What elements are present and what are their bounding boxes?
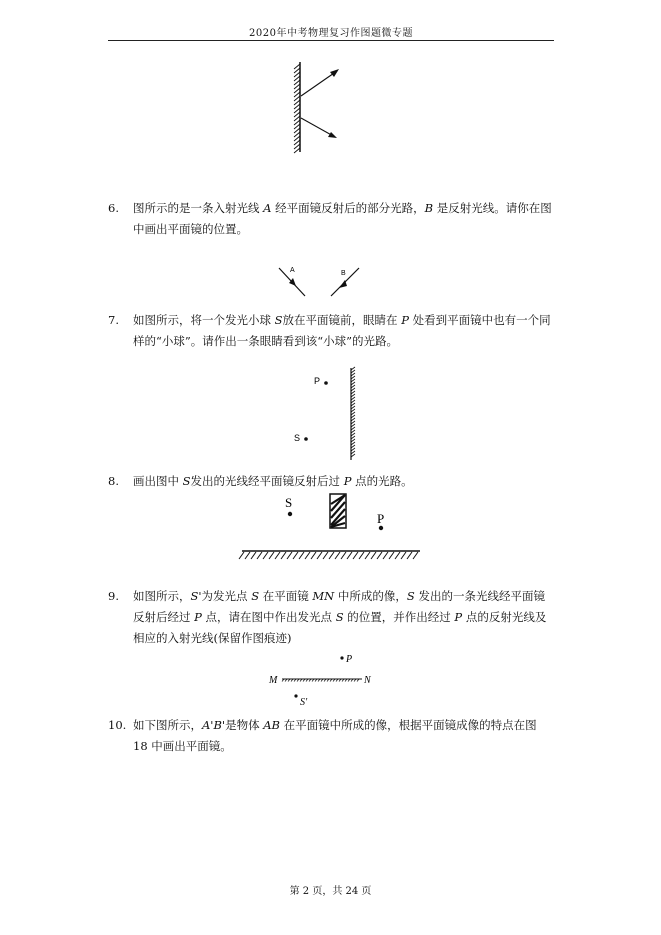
point-p — [324, 381, 328, 385]
hatch-stroke — [351, 391, 355, 394]
hatch-stroke — [351, 373, 355, 376]
mirror-hatching — [351, 367, 355, 457]
hatch-stroke — [245, 552, 250, 559]
label-s: S — [285, 495, 293, 510]
hatch-stroke — [351, 430, 355, 433]
hatch-stroke — [353, 552, 358, 559]
hatch-stroke — [351, 448, 355, 451]
label-a: A — [290, 267, 295, 274]
hatch-stroke — [351, 403, 355, 406]
question-10 — [108, 715, 554, 757]
hatch-stroke — [351, 397, 355, 400]
question-7 — [108, 310, 554, 352]
ray-upper — [301, 71, 337, 96]
hatch-stroke — [389, 552, 394, 559]
hatch-stroke — [351, 427, 355, 430]
question-9 — [108, 586, 554, 649]
label-s-prime: S′ — [300, 697, 308, 708]
hatch-stroke — [275, 552, 280, 559]
question-number: 7. — [108, 313, 119, 327]
hatch-stroke — [351, 451, 355, 454]
figure-q9 — [265, 650, 385, 708]
hatch-stroke — [317, 552, 322, 559]
hatch-stroke — [371, 552, 376, 559]
figure-q7 — [290, 366, 360, 464]
figure-q8 — [240, 490, 422, 565]
hatch-stroke — [377, 552, 382, 559]
ray-lower-arrowhead — [328, 132, 337, 138]
hatch-stroke — [341, 552, 346, 559]
header-rule — [108, 40, 554, 41]
label-p: P — [377, 511, 385, 526]
hatch-stroke — [413, 552, 418, 559]
hatch-stroke — [281, 552, 286, 559]
mirror-hatching — [239, 552, 418, 559]
hatch-stroke — [269, 552, 274, 559]
hatch-stroke — [329, 552, 334, 559]
hatch-stroke — [351, 370, 355, 373]
point-p — [379, 526, 383, 530]
hatch-stroke — [351, 385, 355, 388]
hatch-stroke — [351, 424, 355, 427]
label-s: S — [294, 433, 301, 443]
hatch-stroke — [359, 552, 364, 559]
hatch-stroke — [351, 439, 355, 442]
point-s-prime — [294, 694, 297, 697]
hatch-stroke — [257, 552, 262, 559]
hatch-stroke — [351, 415, 355, 418]
hatch-stroke — [263, 552, 268, 559]
question-text: 图所示的是一条入射光线 A 经平面镜反射后的部分光路，B 是反射光线。请你在图中画出平面镜的位置。 — [133, 201, 552, 236]
hatch-stroke — [351, 376, 355, 379]
hatch-stroke — [251, 552, 256, 559]
hatch-stroke — [401, 552, 406, 559]
hatch-stroke — [383, 552, 388, 559]
hatch-stroke — [351, 418, 355, 421]
hatch-stroke — [347, 552, 352, 559]
hatch-stroke — [351, 400, 355, 403]
hatch-stroke — [305, 552, 310, 559]
hatch-stroke — [351, 454, 355, 457]
hatch-stroke — [351, 409, 355, 412]
hatch-stroke — [395, 552, 400, 559]
question-8 — [108, 471, 554, 492]
hatch-stroke — [351, 436, 355, 439]
hatch-stroke — [351, 406, 355, 409]
label-b: B — [341, 270, 346, 277]
question-number: 9. — [108, 589, 119, 603]
hatch-stroke — [287, 552, 292, 559]
question-text: 如下图所示，A'B'是物体 AB 在平面镜中所成的像，根据平面镜成像的特点在图 18 中画出平面镜。 — [133, 718, 537, 753]
hatch-stroke — [351, 379, 355, 382]
label-m: M — [269, 675, 278, 686]
question-number: 6. — [108, 201, 119, 215]
hatch-stroke — [351, 382, 355, 385]
figure-q6-rays — [275, 262, 365, 302]
point-s — [288, 512, 292, 516]
hatch-stroke — [351, 367, 355, 370]
hatch-stroke — [335, 552, 340, 559]
hatch-stroke — [323, 552, 328, 559]
hatch-stroke — [351, 433, 355, 436]
hatch-stroke — [311, 552, 316, 559]
hatch-stroke — [351, 442, 355, 445]
hatch-stroke — [351, 394, 355, 397]
label-n: N — [364, 675, 371, 686]
hatch-stroke — [239, 552, 244, 559]
hatch-stroke — [351, 388, 355, 391]
label-p: P — [314, 376, 321, 386]
label-p: P — [346, 654, 353, 665]
question-number: 10. — [108, 718, 127, 732]
page-header: 2020年中考物理复习作图题微专题 — [249, 28, 413, 39]
figure-mirror-two-rays — [285, 58, 355, 158]
question-text: 如图所示，将一个发光小球 S放在平面镜前，眼睛在 P 处看到平面镜中也有一个同样的“小球”。请作出一条眼睛看到该“小球”的光路。 — [133, 313, 551, 348]
ray-upper-arrowhead — [330, 69, 339, 77]
hatch-stroke — [351, 412, 355, 415]
question-6 — [108, 198, 554, 240]
page-footer: 第 2 页，共 24 页 — [289, 886, 372, 897]
hatch-stroke — [351, 445, 355, 448]
hatch-stroke — [365, 552, 370, 559]
point-s — [304, 437, 308, 441]
hatch-stroke — [407, 552, 412, 559]
question-text: 如图所示，S'为发光点 S 在平面镜 MN 中所成的像，S 发出的一条光线经平面镜反射后经过 P 点，请在图中作出发光点 S 的位置，并作出经过 P 点的反射光线及相应的入射光线(保留作图痕迹) — [133, 589, 547, 645]
mirror-hatching — [294, 64, 300, 153]
question-text: 画出图中 S发出的光线经平面镜反射后过 P 点的光路。 — [133, 474, 413, 488]
hatch-stroke — [293, 552, 298, 559]
question-number: 8. — [108, 474, 119, 488]
point-p — [340, 656, 343, 659]
hatch-stroke — [299, 552, 304, 559]
hatch-stroke — [351, 421, 355, 424]
